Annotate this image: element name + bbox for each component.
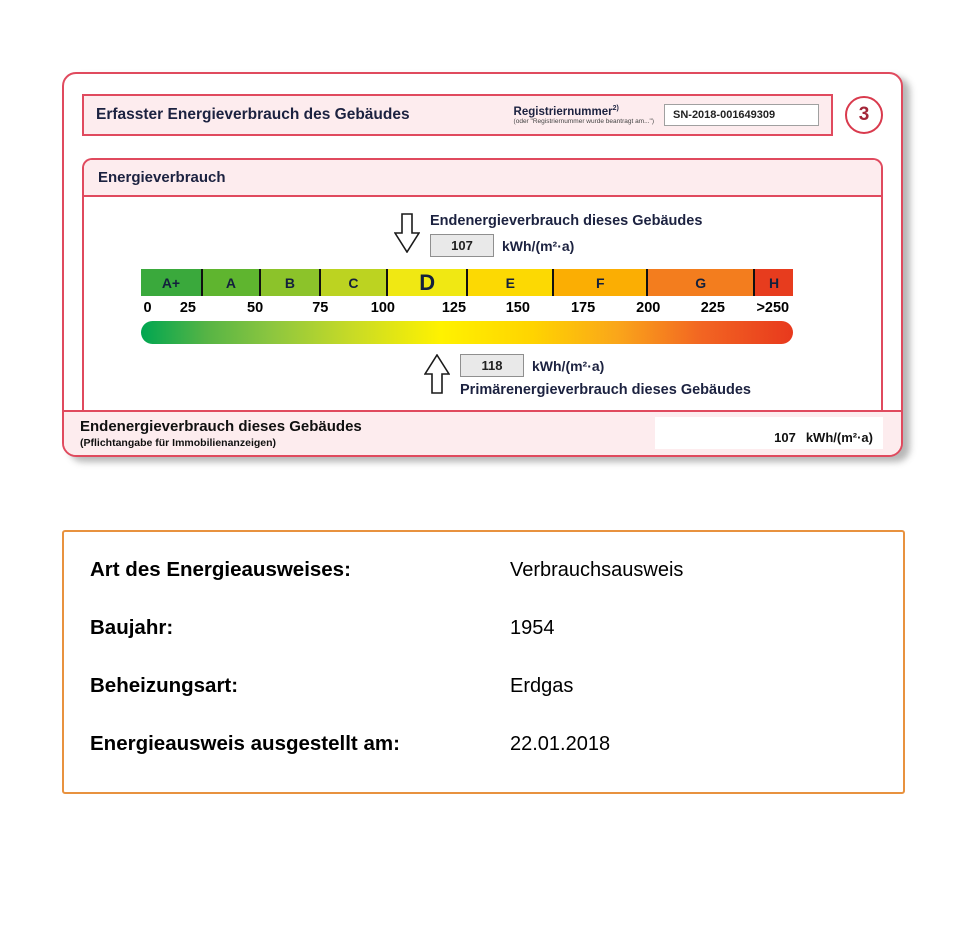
primary-energy-value-box: 118 — [460, 354, 524, 377]
info-row-label: Energieausweis ausgestellt am: — [90, 732, 400, 755]
registration-group — [514, 104, 819, 126]
scale-tick-125: 125 — [441, 300, 467, 316]
end-energy-summary-strip — [64, 410, 901, 455]
info-row-label: Beheizungsart: — [90, 674, 239, 697]
registration-number-field: SN-2018-001649309 — [664, 104, 819, 126]
end-energy-annotation-col — [430, 213, 702, 257]
info-row-value: 22.01.2018 — [510, 733, 611, 755]
primary-energy-value-row — [460, 354, 751, 377]
info-row-2 — [90, 674, 877, 698]
scale-band-D: D — [388, 269, 468, 296]
scale-band-A+: A+ — [141, 269, 203, 296]
certificate-info-box — [62, 530, 905, 794]
end-energy-value-box: 107 — [430, 234, 494, 257]
document-header — [82, 94, 833, 136]
scale-band-G: G — [648, 269, 755, 296]
summary-strip-title: Endenergieverbrauch dieses Gebäudes — [80, 417, 362, 435]
info-row-value: Erdgas — [510, 675, 574, 697]
scale-band-A: A — [203, 269, 261, 296]
scale-band-F: F — [554, 269, 648, 296]
info-row-3 — [90, 732, 877, 756]
summary-strip-subtitle: (Pflichtangabe für Immobilienanzeigen) — [80, 436, 277, 449]
section-title: Energieverbrauch — [84, 160, 881, 197]
primary-energy-unit: kWh/(m²·a) — [532, 357, 605, 374]
end-energy-label: Endenergieverbrauch dieses Gebäudes — [430, 213, 703, 229]
scale-tick-25: 25 — [179, 300, 197, 316]
info-row-label: Art des Energieausweises: — [90, 558, 351, 581]
scale-tick-150: 150 — [505, 300, 530, 316]
end-energy-unit: kWh/(m²·a) — [502, 237, 575, 254]
scale-tick-175: 175 — [570, 300, 596, 316]
document-header-row — [82, 94, 883, 136]
efficiency-scale — [141, 269, 793, 344]
down-arrow-icon — [394, 213, 420, 253]
registration-footnote-mark: 2) — [612, 104, 619, 112]
scale-tick-0: 0 — [143, 300, 152, 316]
scale-band-E: E — [468, 269, 554, 296]
scale-tick-75: 75 — [312, 300, 329, 316]
page-number-badge: 3 — [845, 96, 883, 134]
end-energy-value-row — [430, 234, 702, 257]
scale-band-B: B — [261, 269, 321, 296]
scale-gradient-bar — [141, 321, 793, 344]
info-row-value: Verbrauchsausweis — [510, 559, 684, 581]
scale-band-C: C — [321, 269, 388, 296]
info-row-0 — [90, 558, 877, 582]
summary-strip-value-box — [655, 417, 883, 449]
summary-strip-unit: kWh/(m²·a) — [805, 430, 873, 445]
registration-note: (oder "Registriernummer wurde beantragt am...") — [513, 118, 654, 126]
info-row-label: Baujahr: — [90, 616, 174, 639]
primary-energy-annotation-col — [460, 354, 751, 398]
summary-strip-text — [80, 417, 362, 449]
scale-tick-50: 50 — [247, 300, 264, 316]
scale-bands — [141, 269, 793, 296]
registration-labels — [514, 105, 654, 126]
primary-energy-label: Primärenergieverbrauch dieses Gebäudes — [460, 382, 751, 398]
scale-band-H: H — [755, 269, 793, 296]
energy-certificate-document — [62, 72, 903, 457]
energy-consumption-section — [82, 158, 883, 410]
primary-energy-annotation — [424, 354, 861, 398]
info-row-1 — [90, 616, 877, 640]
scale-tick-200: 200 — [636, 300, 661, 316]
info-row-value: 1954 — [510, 617, 555, 639]
scale-tick-225: 225 — [700, 300, 725, 316]
summary-strip-value: 107 — [774, 430, 796, 445]
end-energy-annotation — [394, 213, 861, 257]
document-title: Erfasster Energieverbrauch des Gebäudes — [96, 106, 410, 123]
registration-label-text: Registriernummer — [513, 105, 613, 118]
scale-tick-100: 100 — [370, 300, 395, 316]
scale-ticks — [141, 296, 793, 321]
scale-tick->250: >250 — [756, 300, 790, 316]
section-body — [84, 197, 881, 410]
registration-label — [514, 105, 654, 118]
up-arrow-icon — [424, 354, 450, 394]
